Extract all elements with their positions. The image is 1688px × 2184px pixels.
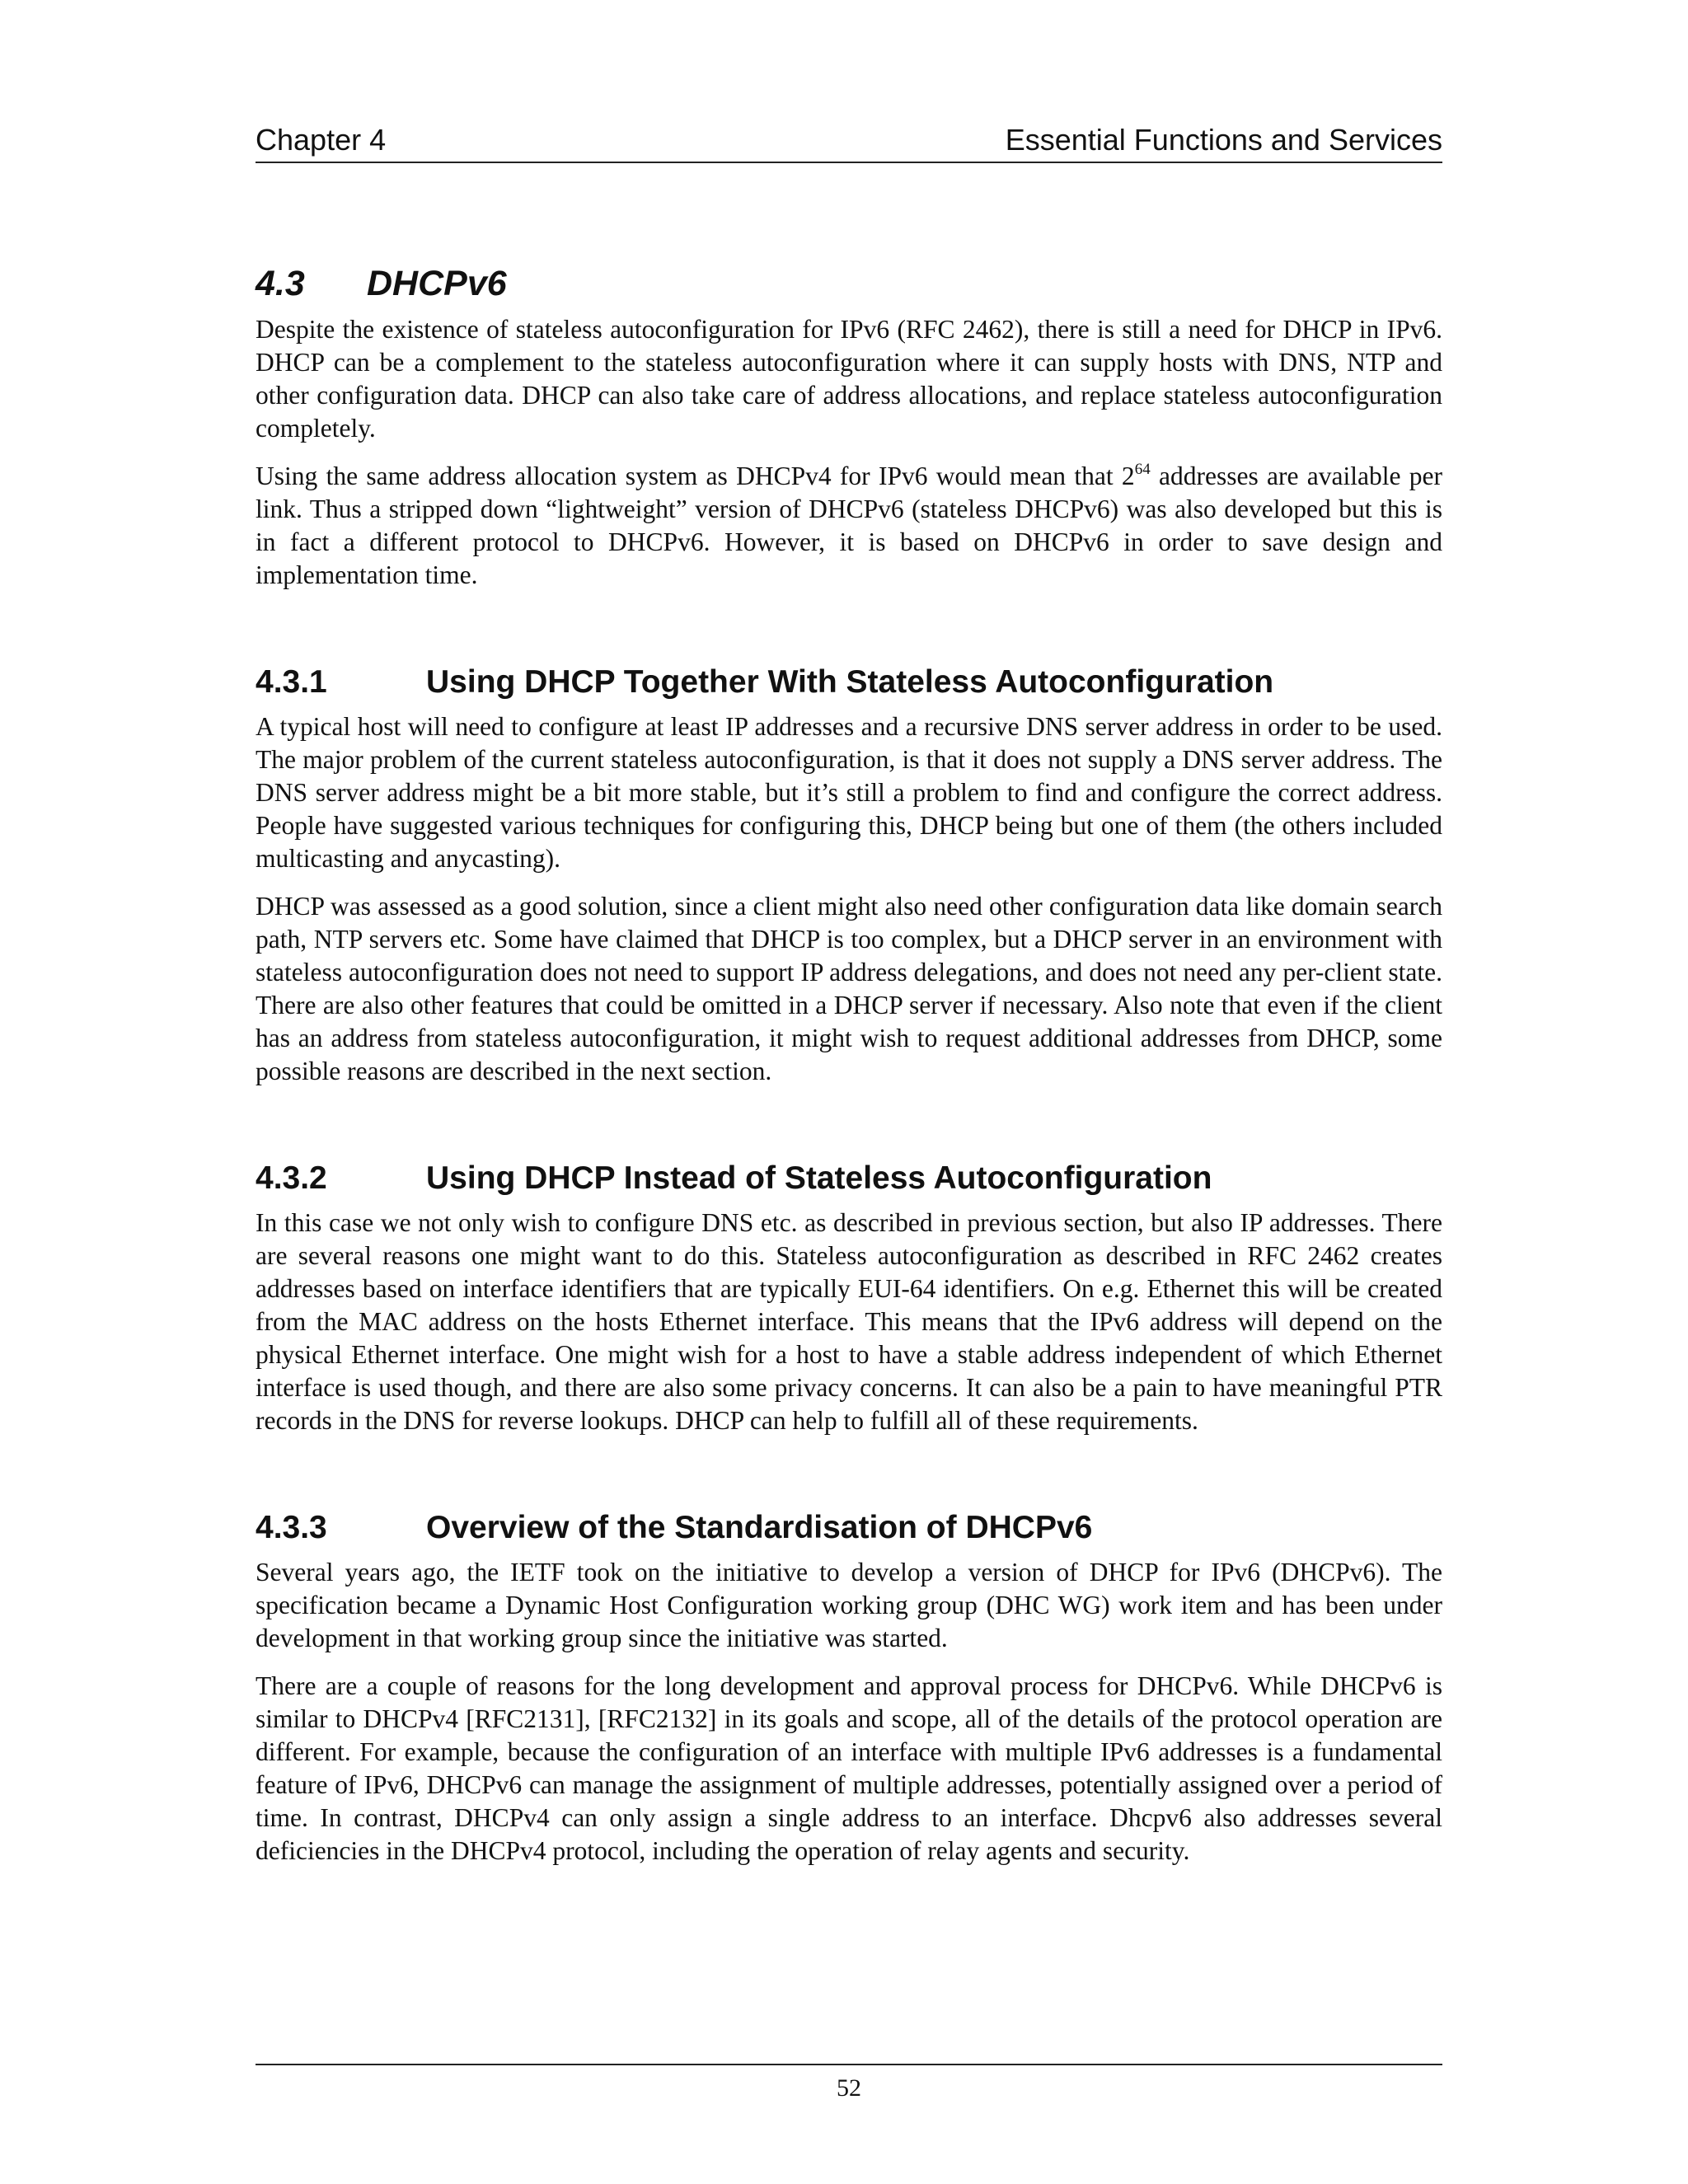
paragraph: In this case we not only wish to configure DNS etc. as described in previous section, but also IP addresses. There are several reasons one might want to do this. Stateless autoconfiguration as described in RFC 2462 creates addresses based on interface identifiers that are typically EUI-64 identifiers. On e.g. Ethernet this will be created from the MAC address on the hosts Ethernet interface. This means that the IPv6 address will depend on the physical Ethernet interface. One might wish for a host to have a stable address independent of which Ethernet interface is used though, and there are also some privacy concerns. It can also be a pain to have meaningful PTR records in the DNS for reverse lookups. DHCP can help to fulfill all of these requirements. xyxy=(256,1208,1442,1435)
page-content xyxy=(256,262,1442,1882)
document-page xyxy=(256,0,1442,2184)
subsection-heading xyxy=(256,663,1442,702)
chapter-title: Essential Functions and Services xyxy=(1005,123,1442,157)
subsection-title: Using DHCP Instead of Stateless Autoconfiguration xyxy=(426,1160,1212,1196)
subsection-number: 4.3.3 xyxy=(256,1510,327,1545)
subsection-heading xyxy=(256,1159,1442,1198)
running-footer xyxy=(256,2064,1442,2103)
superscript-exponent: 64 xyxy=(1134,461,1151,478)
chapter-label: Chapter 4 xyxy=(256,123,387,157)
paragraph xyxy=(256,460,1442,592)
paragraph-text: addresses are available per link. Thus a stripped down “lightweight” version of DHCPv6 (stateless DHCPv6) was also developed but this is in fact a different protocol to DHCPv6. However, it is based on DHCPv6 in order to save design and implementation time. xyxy=(256,462,1443,589)
paragraph: Several years ago, the IETF took on the initiative to develop a version of DHCP for IPv6 (DHCPv6). The specification became a Dynamic Host Configuration working group (DHC WG) work item and has been under development in that working group since the initiative was started. xyxy=(256,1558,1442,1652)
subsection-heading xyxy=(256,1508,1442,1548)
subsection-number: 4.3.2 xyxy=(256,1160,327,1196)
running-header xyxy=(256,122,1442,163)
paragraph: A typical host will need to configure at least IP addresses and a recursive DNS server address in order to be used. The major problem of the current stateless autoconfiguration, is that it does not supply a DNS server address. The DNS server address might be a bit more stable, but it’s still a problem to find and configure the correct address. People have suggested various techniques for configuring this, DHCP being but one of them (the others included multicasting and anycasting). xyxy=(256,712,1442,873)
subsection-title: Using DHCP Together With Stateless Autoconfiguration xyxy=(426,664,1274,700)
subsection-number: 4.3.1 xyxy=(256,664,327,700)
subsection-title: Overview of the Standardisation of DHCPv6 xyxy=(426,1510,1093,1545)
paragraph: Despite the existence of stateless autoconfiguration for IPv6 (RFC 2462), there is still a need for DHCP in IPv6. DHCP can be a complement to the stateless autoconfiguration where it can supply hosts with DNS, NTP and other configuration data. DHCP can also take care of address allocations, and replace stateless autoconfiguration completely. xyxy=(256,315,1442,443)
page-number: 52 xyxy=(837,2074,861,2102)
paragraph: There are a couple of reasons for the long development and approval process for DHCPv6. While DHCPv6 is similar to DHCPv4 [RFC2131], [RFC2132] in its goals and scope, all of the details of the protocol operation are different. For example, because the configuration of an interface with multiple IPv6 addresses is a fundamental feature of IPv6, DHCPv6 can manage the assignment of multiple addresses, potentially assigned over a period of time. In contrast, DHCPv4 can only assign a single address to an interface. Dhcpv6 also addresses several deficiencies in the DHCPv4 protocol, including the operation of relay agents and security. xyxy=(256,1671,1442,1865)
paragraph: DHCP was assessed as a good solution, since a client might also need other configuration data like domain search path, NTP servers etc. Some have claimed that DHCP is too complex, but a DHCP server in an environment with stateless autoconfiguration does not need to support IP address delegations, and does not need any per-client state. There are also other features that could be omitted in a DHCP server if necessary. Also note that even if the client has an address from stateless autoconfiguration, it might wish to request additional addresses from DHCP, some possible reasons are described in the next section. xyxy=(256,892,1442,1085)
paragraph-text: Using the same address allocation system as DHCPv4 for IPv6 would mean that 2 xyxy=(256,462,1135,490)
section-number: 4.3 xyxy=(256,264,305,303)
section-title: DHCPv6 xyxy=(367,264,507,303)
section-heading xyxy=(256,262,1442,305)
